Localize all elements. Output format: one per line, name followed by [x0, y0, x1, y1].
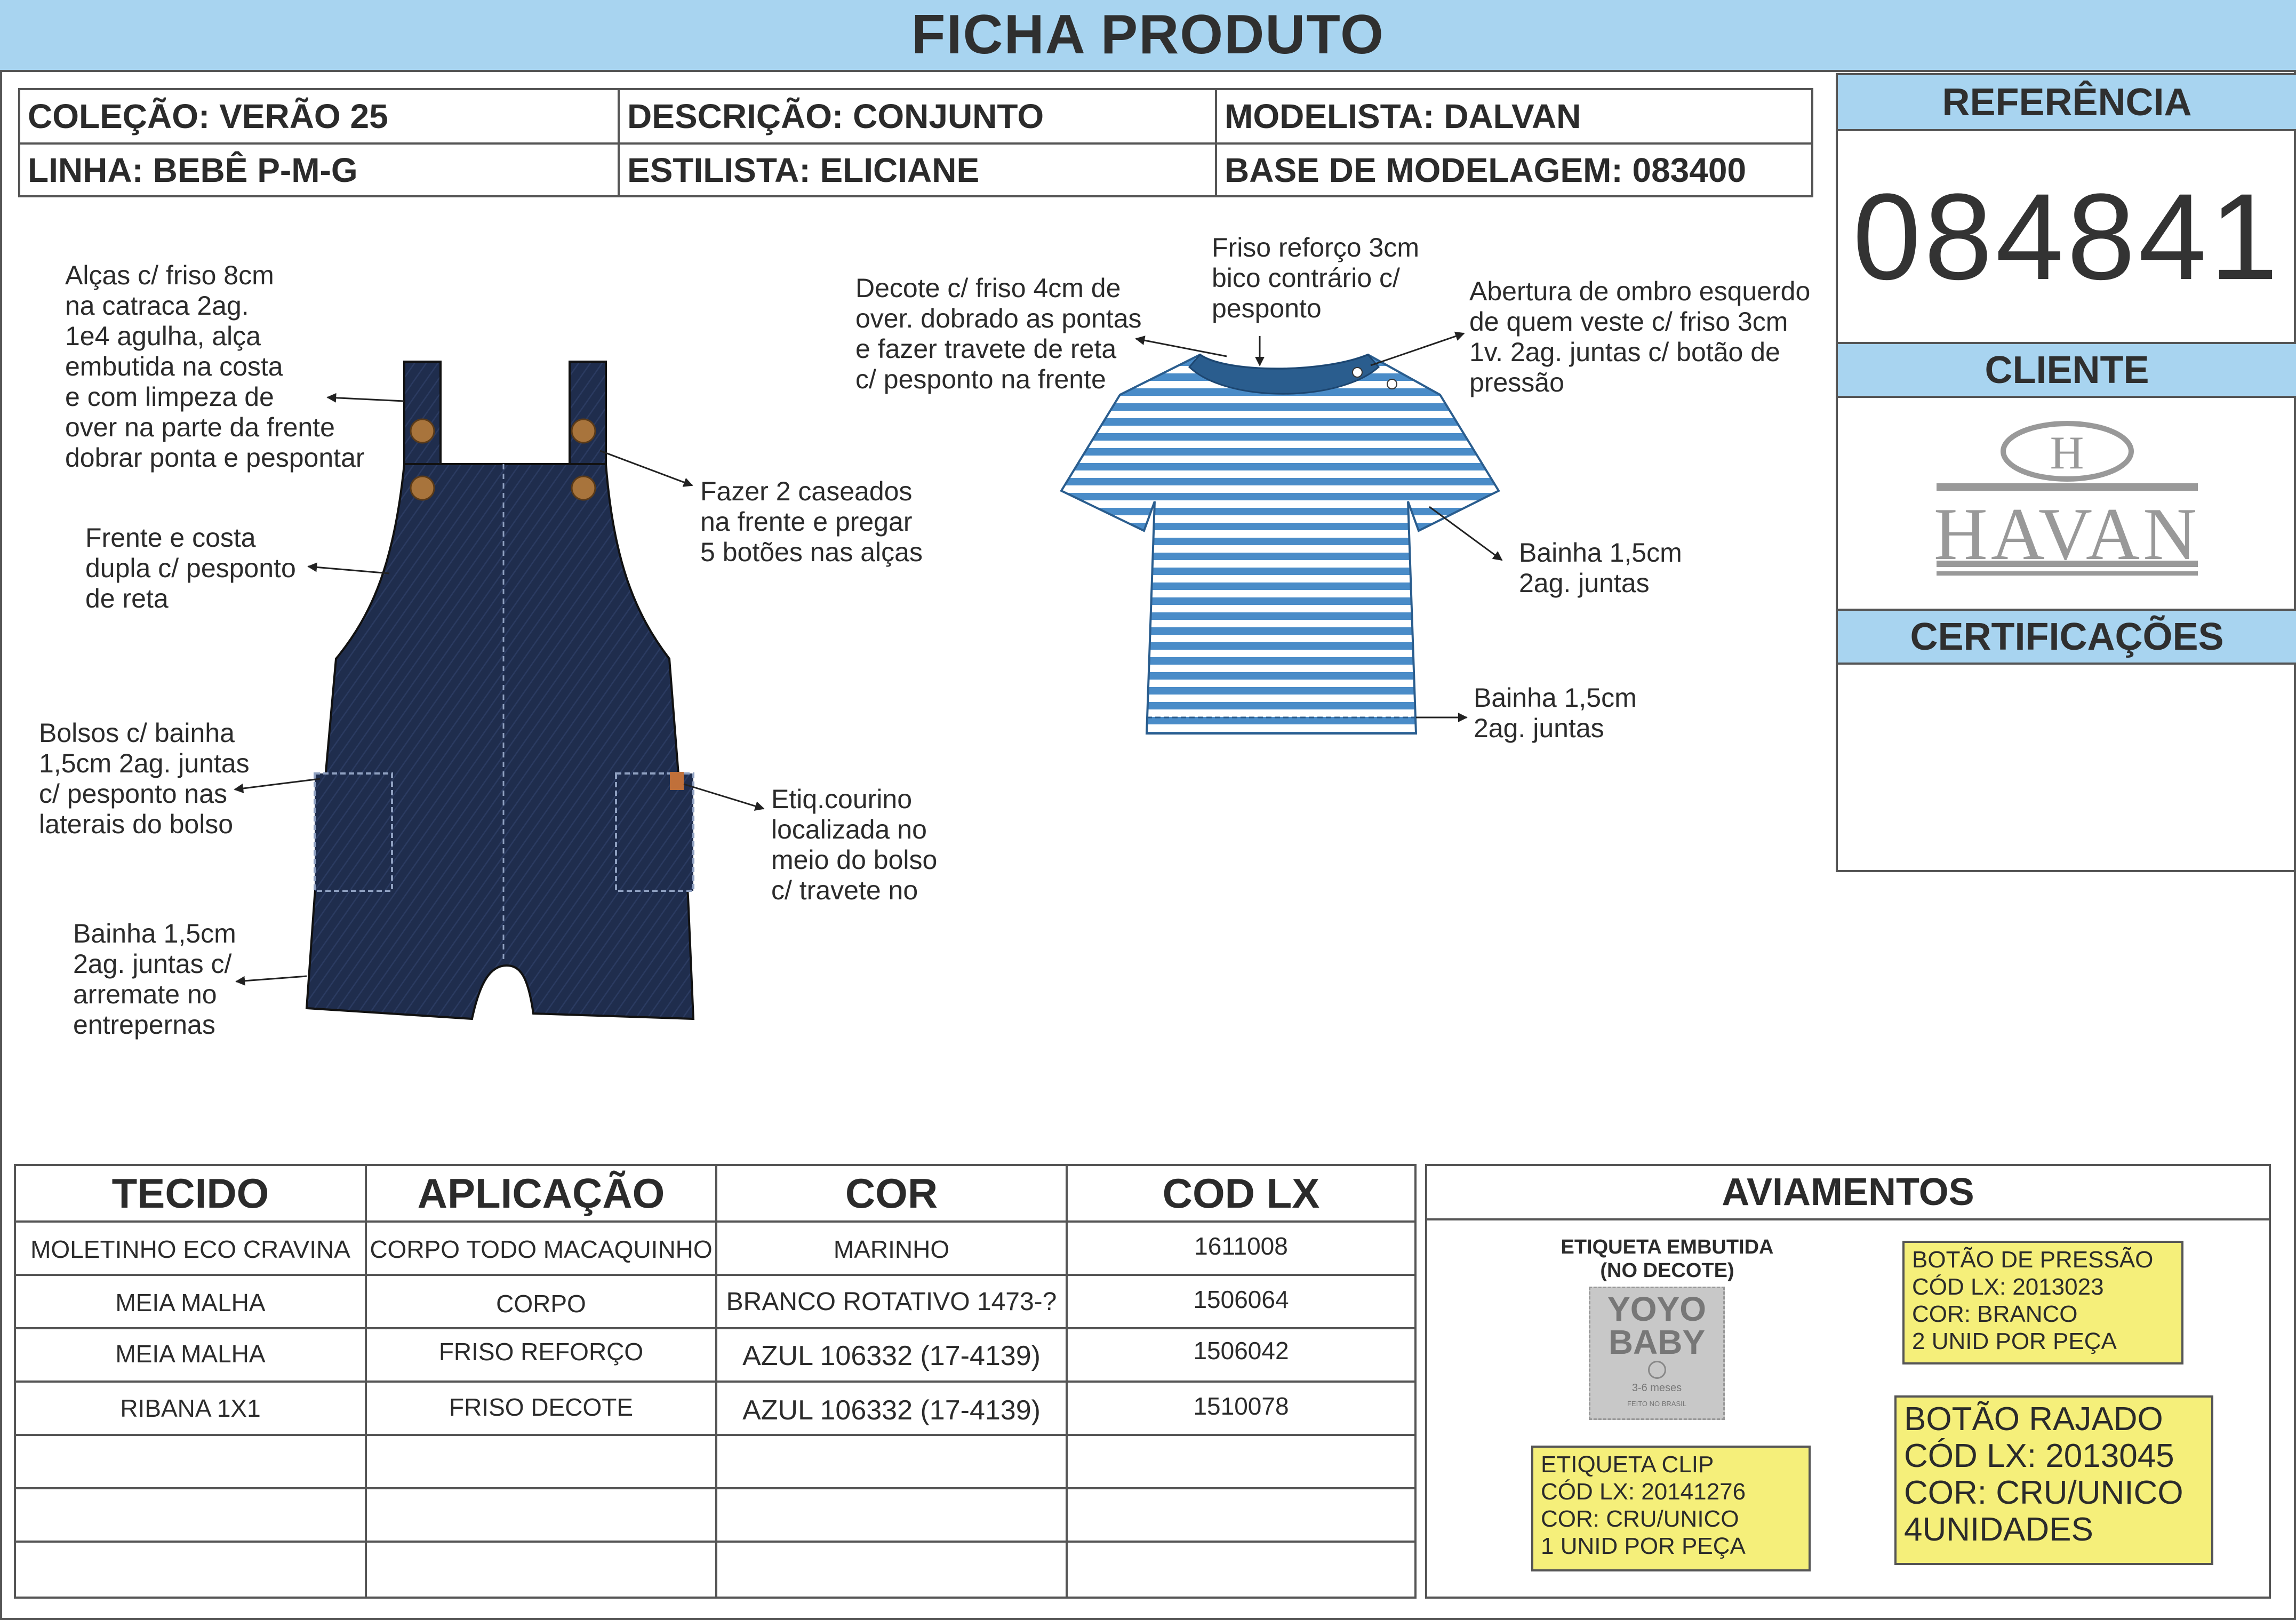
note-line: na catraca 2ag. — [65, 291, 249, 321]
overall-pocket-right — [616, 773, 693, 891]
certificacoes-header: CERTIFICAÇÕES — [1838, 609, 2296, 665]
note-line: Alças c/ friso 8cm — [65, 260, 274, 290]
overall-body — [307, 464, 693, 1019]
note-line: 2ag. juntas — [1474, 713, 1604, 743]
note-line: na frente e pregar — [700, 507, 913, 537]
table-cell: MOLETINHO ECO CRAVINA — [30, 1235, 350, 1263]
note-line: dobrar ponta e pespontar — [65, 443, 365, 473]
table-cell: FRISO DECOTE — [449, 1393, 634, 1421]
note-line: de reta — [85, 584, 169, 613]
note-line: (NO DECOTE) — [1600, 1259, 1734, 1282]
cliente-header: CLIENTE — [1838, 342, 2296, 398]
note-line: meio do bolso — [771, 845, 938, 875]
note-abertura-ombro — [1469, 276, 1810, 398]
note-line: 4UNIDADES — [1904, 1511, 2093, 1548]
note-line: COR: CRU/UNICO — [1904, 1474, 2183, 1511]
note-line: c/ pesponto na frente — [855, 364, 1106, 394]
havan-logo-text: HAVAN — [1933, 493, 2201, 576]
note-line: 1e4 agulha, alça — [65, 321, 261, 351]
note-frente-costa — [85, 523, 296, 614]
col-header-tecido: TECIDO — [111, 1169, 269, 1217]
note-line: Etiq.courino — [771, 784, 913, 814]
table-cell: 1506042 — [1193, 1337, 1289, 1364]
note-line: Friso reforço 3cm — [1212, 233, 1419, 262]
note-line: e fazer travete de reta — [855, 334, 1117, 364]
note-line: entrepernas — [73, 1010, 215, 1040]
note-line: localizada no — [771, 815, 927, 844]
note-botao-rajado — [1894, 1395, 2213, 1565]
note-line: Bainha 1,5cm — [1519, 538, 1682, 568]
note-line: BOTÃO DE PRESSÃO — [1912, 1247, 2154, 1273]
havan-logo — [1838, 411, 2296, 641]
base-modelagem-field: BASE DE MODELAGEM: 083400 — [1225, 150, 1747, 189]
estilista-field: ESTILISTA: ELICIANE — [627, 150, 980, 189]
label-size: 3-6 meses — [1631, 1382, 1682, 1394]
table-cell: AZUL 106332 (17-4139) — [742, 1340, 1041, 1371]
note-caseados — [700, 476, 923, 568]
overall-strap-right — [570, 362, 606, 464]
note-line: dupla c/ pesponto — [85, 553, 296, 583]
note-etiqueta-clip — [1531, 1446, 1811, 1571]
overall-button — [572, 476, 595, 500]
note-bainha-short — [73, 919, 236, 1040]
note-bainha-manga — [1519, 538, 1682, 598]
woven-label-image — [1589, 1287, 1725, 1420]
note-line: Frente e costa — [85, 523, 256, 553]
table-cell: CORPO — [496, 1290, 586, 1318]
page-title: FICHA PRODUTO — [911, 4, 1385, 66]
etiqueta-embutida-title — [1523, 1235, 1811, 1282]
label-brand — [1590, 1292, 1723, 1359]
table-cell: 1611008 — [1194, 1232, 1288, 1260]
col-header-cor: COR — [845, 1169, 938, 1217]
note-line: CÓD LX: 20141276 — [1541, 1479, 1746, 1505]
aviamentos-title: AVIAMENTOS — [1427, 1166, 2269, 1220]
note-line: CÓD LX: 2013045 — [1904, 1438, 2174, 1474]
col-header-aplicacao: APLICAÇÃO — [417, 1169, 665, 1217]
referencia-number: 084841 — [1852, 168, 2282, 305]
note-line: 2ag. juntas c/ — [73, 949, 232, 979]
table-cell: FRISO REFORÇO — [438, 1338, 644, 1366]
tshirt-drawing — [1061, 355, 1499, 733]
table-cell: RIBANA 1X1 — [120, 1394, 261, 1422]
note-line: 5 botões nas alças — [700, 537, 923, 567]
note-line: de quem veste c/ friso 3cm — [1469, 307, 1788, 337]
note-line: over. dobrado as pontas — [855, 304, 1142, 333]
note-line: 1,5cm 2ag. juntas — [39, 748, 250, 778]
note-line: pressão — [1469, 368, 1564, 397]
col-header-cod-lx: COD LX — [1162, 1169, 1320, 1217]
table-cell: 1506064 — [1193, 1286, 1289, 1313]
overall-drawing — [307, 362, 693, 1019]
note-line: embutida na costa — [65, 352, 283, 381]
note-etiq-courino — [771, 784, 937, 906]
note-line: CÓD LX: 2013023 — [1912, 1274, 2104, 1300]
note-line: Fazer 2 caseados — [700, 476, 913, 506]
table-cell: MEIA MALHA — [115, 1340, 266, 1368]
note-line: arremate no — [73, 979, 217, 1009]
note-line: c/ travete no — [771, 875, 918, 905]
aviamentos-table — [1425, 1164, 2271, 1599]
note-bolsos — [39, 718, 250, 840]
label-made: FEITO NO BRASIL — [1627, 1400, 1686, 1408]
tshirt-snap — [1353, 368, 1362, 377]
table-cell: CORPO TODO MACAQUINHO — [370, 1235, 713, 1263]
linha-field: LINHA: BEBÊ P-M-G — [28, 150, 358, 189]
note-line: c/ pesponto nas — [39, 779, 228, 809]
note-line: Decote c/ friso 4cm de — [855, 273, 1121, 303]
right-panel — [1836, 73, 2296, 872]
table-cell: MARINHO — [833, 1235, 950, 1263]
note-friso-reforco — [1212, 233, 1419, 324]
note-line: ETIQUETA CLIP — [1541, 1451, 1714, 1478]
overall-button — [411, 419, 434, 443]
overall-pocket-left — [315, 773, 392, 891]
note-line: 2ag. juntas — [1519, 568, 1650, 598]
note-line: 2 UNID POR PEÇA — [1912, 1328, 2117, 1354]
note-line: e com limpeza de — [65, 382, 274, 412]
note-line: bico contrário c/ — [1212, 263, 1400, 293]
label-logo-icon — [1648, 1361, 1666, 1379]
materials-table — [14, 1164, 1417, 1599]
note-line: ETIQUETA EMBUTIDA — [1561, 1236, 1774, 1258]
note-line: pesponto — [1212, 293, 1322, 323]
note-decote — [855, 273, 1142, 395]
note-line: 1v. 2ag. juntas c/ botão de — [1469, 337, 1780, 367]
note-bainha-barra — [1474, 683, 1637, 744]
note-line: over na parte da frente — [65, 412, 335, 442]
note-botao-pressao — [1902, 1241, 2183, 1364]
overall-button — [572, 419, 595, 443]
note-line: laterais do bolso — [39, 809, 234, 839]
referencia-header: REFERÊNCIA — [1838, 75, 2296, 131]
overall-leather-tag — [670, 772, 684, 790]
note-line: Abertura de ombro esquerdo — [1469, 276, 1811, 306]
mat-row-divider — [16, 1487, 1414, 1489]
table-cell: 1510078 — [1193, 1392, 1289, 1420]
tshirt-snap — [1387, 379, 1397, 389]
colecao-field: COLEÇÃO: VERÃO 25 — [28, 97, 388, 135]
note-line: 1 UNID POR PEÇA — [1541, 1533, 1746, 1559]
modelista-field: MODELISTA: DALVAN — [1225, 97, 1581, 135]
table-cell: MEIA MALHA — [115, 1289, 266, 1316]
havan-logo-letter: H — [2050, 427, 2084, 479]
note-line: BOTÃO RAJADO — [1904, 1401, 2163, 1438]
note-line: COR: CRU/UNICO — [1541, 1506, 1739, 1532]
mat-row-divider — [16, 1541, 1414, 1543]
overall-button — [411, 476, 434, 500]
tshirt-body — [1061, 355, 1499, 733]
note-alcas — [65, 260, 365, 473]
note-line: Bainha 1,5cm — [1474, 683, 1637, 713]
note-line: Bainha 1,5cm — [73, 919, 236, 948]
overall-strap-left — [404, 362, 441, 464]
note-line: YOYO — [1607, 1290, 1706, 1328]
table-cell: AZUL 106332 (17-4139) — [742, 1395, 1041, 1426]
note-line: BABY — [1608, 1323, 1706, 1361]
descricao-field: DESCRIÇÃO: CONJUNTO — [627, 97, 1044, 135]
note-line: Bolsos c/ bainha — [39, 718, 235, 748]
note-line: COR: BRANCO — [1912, 1301, 2078, 1327]
table-cell: BRANCO ROTATIVO 1473-? — [726, 1287, 1057, 1316]
